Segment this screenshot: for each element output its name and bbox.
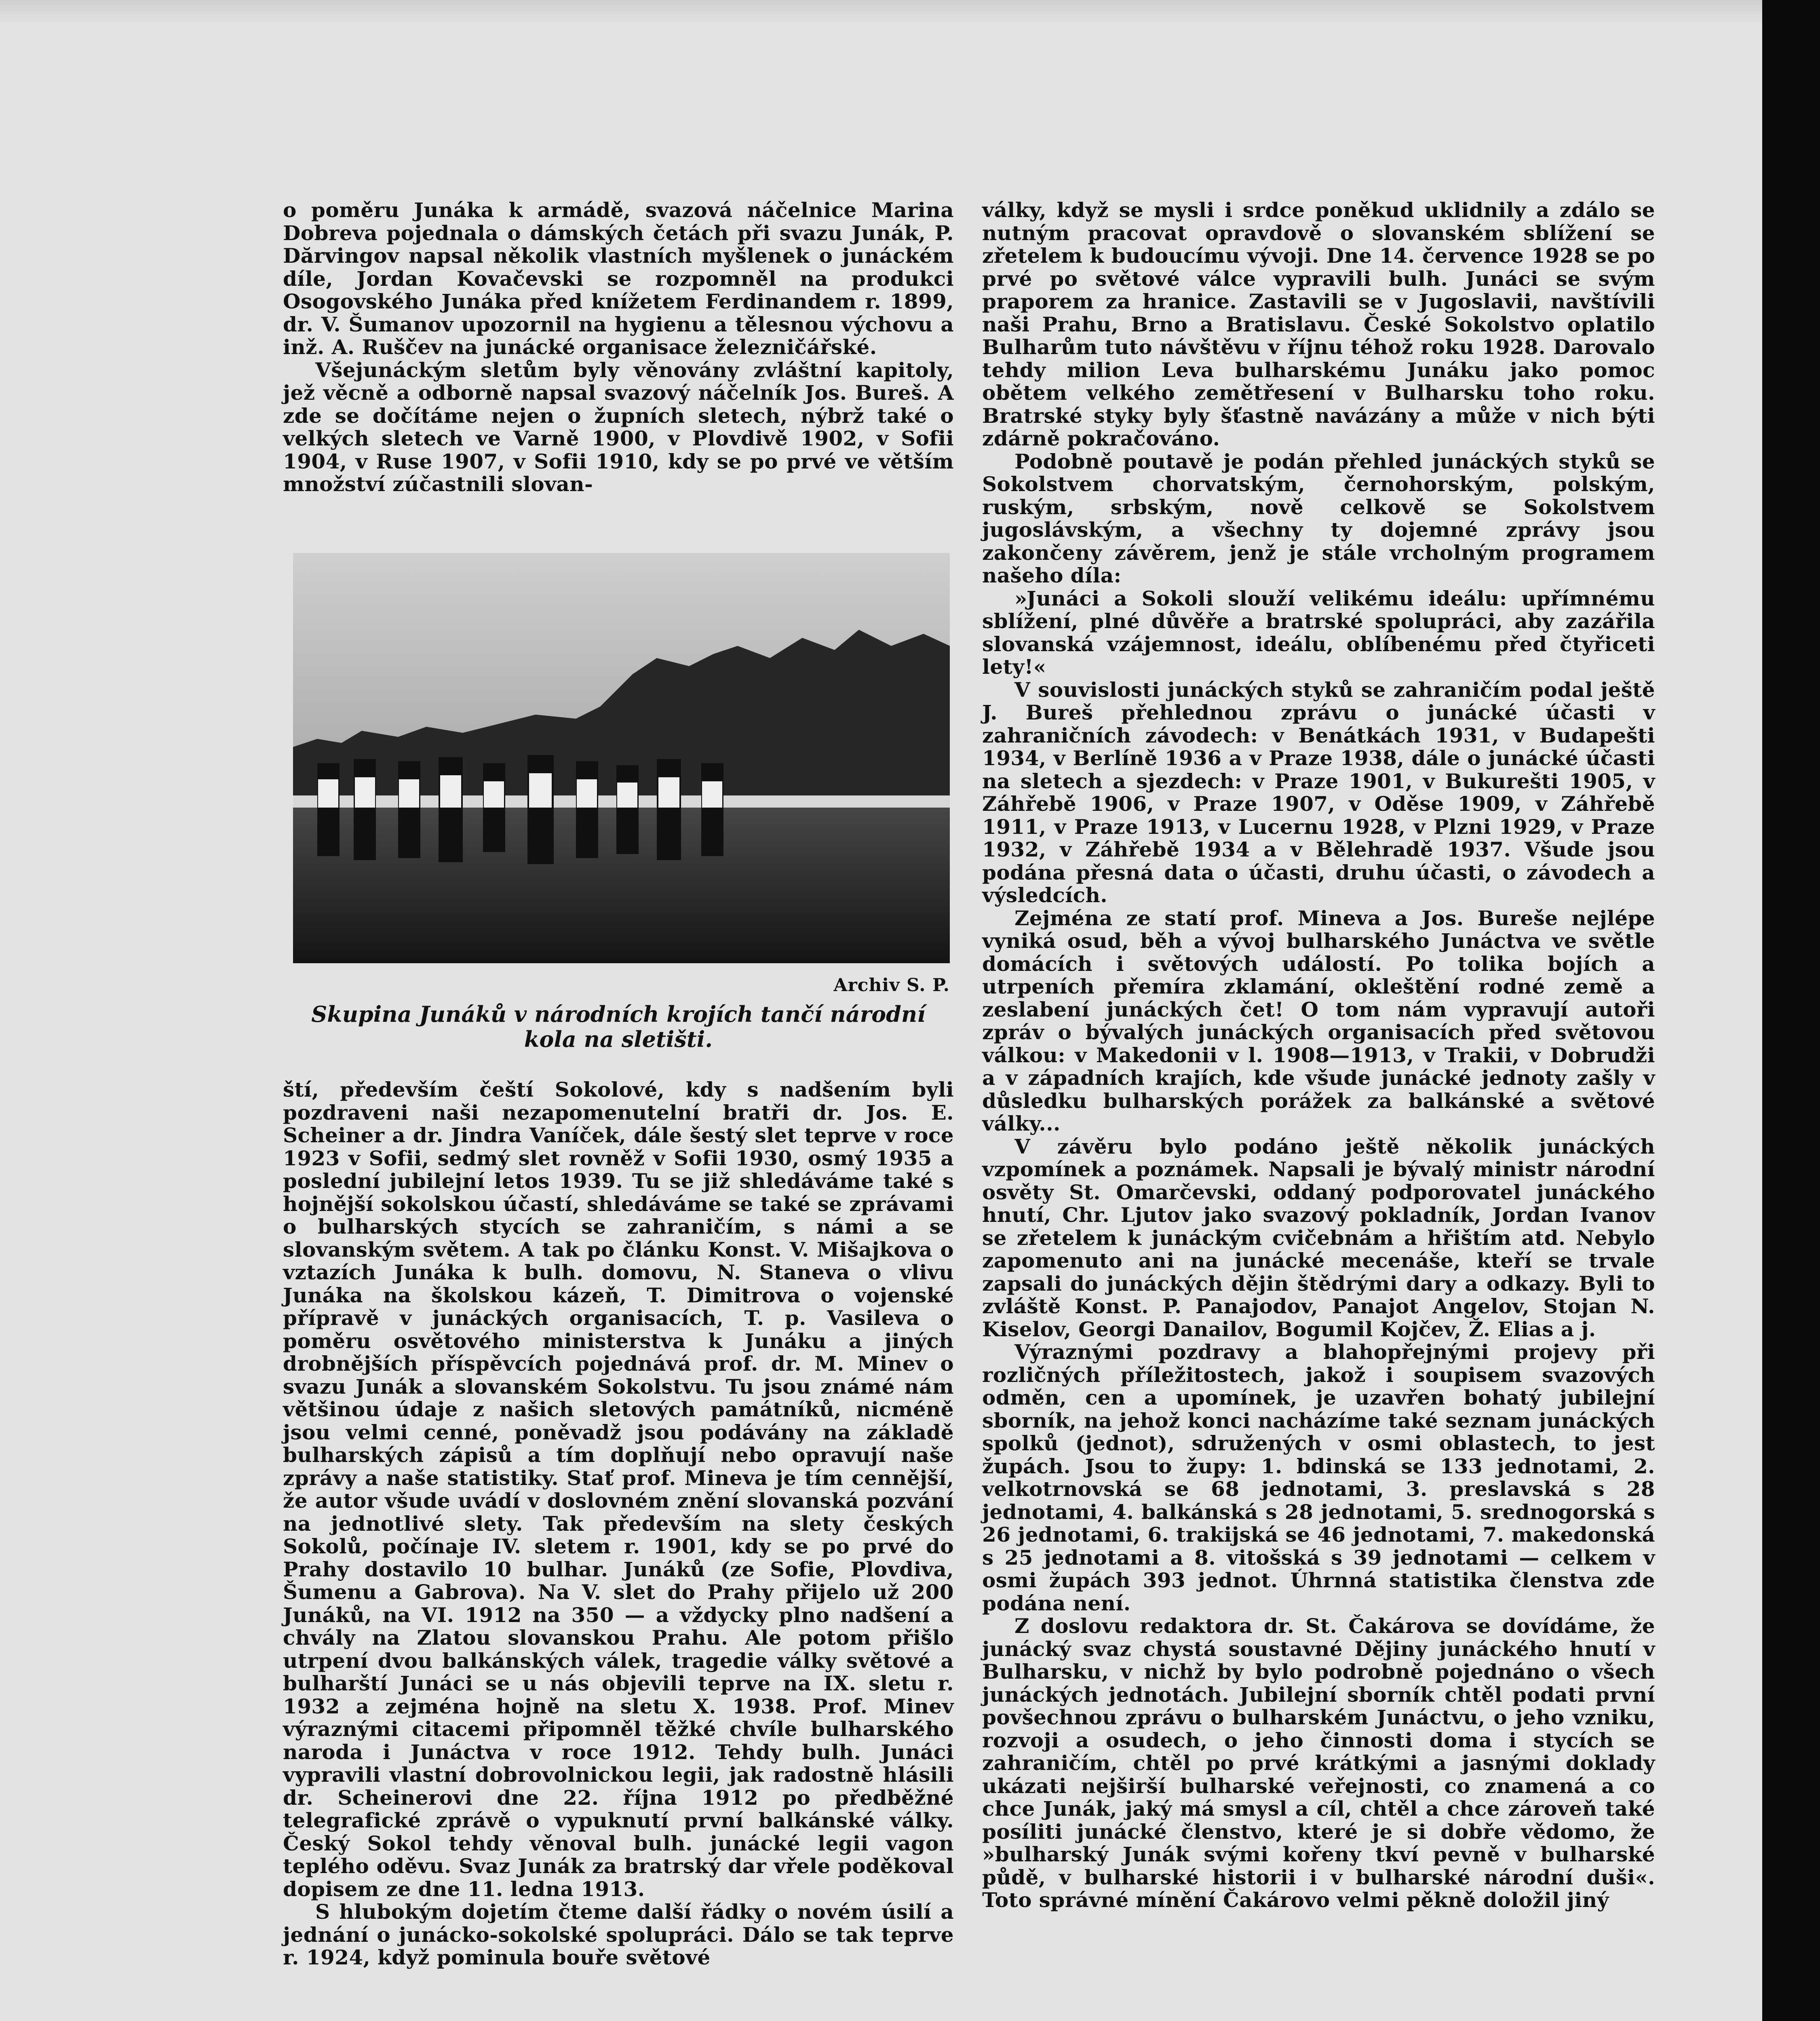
left-column-top bbox=[283, 199, 954, 496]
paragraph: V závěru bylo podáno ještě několik junáckých vzpomínek a poznámek. Napsali je bývalý ministr národní osvěty St. Omarčevski, oddaný podporovatel junáckého hnutí, Chr. Ljutov jako svazový pokladník, Jordan Ivanov se zřetelem k junáckým cvičebnám a hřištím atd. Nebylo zapomenuto ani na junácké mecenáše, kteří se trvale zapsali do junáckých dějin štědrými dary a odkazy. Byli to zvláště Konst. P. Panajodov, Panajot Angelov, Stojan N. Kiselov, Georgi Danailov, Bogumil Kojčev, Ž. Elias a j. bbox=[982, 1134, 1655, 1341]
paragraph: Zejména ze statí prof. Mineva a Jos. Bureše nejlépe vyniká osud, běh a vývoj bulharského Junáctva ve světle domácích i světových událostí. Po tolika bojích a utrpeních přemíra zklamání, okleštění rodné země a zeslabení junáckých čet! O tom nám vypravují autoři zpráv o bývalých junáckých organisacích před světovou válkou: v Makedonii v l. 1908—1913, v Trakii, v Dobrudži a v západních krajích, kde všude junácké jednoty zašly v důsledku bulharských porážek za balkánské a světové války... bbox=[982, 906, 1655, 1135]
paragraph: Výraznými pozdravy a blahopřejnými projevy při rozličných příležitostech, jakož i soupisem svazových odměn, cen a upomínek, je uzavřen bohatý jubilejní sborník, na jehož konci nacházíme také seznam junáckých spolků (jednot), sdružených v osmi oblastech, to jest župách. Jsou to župy: 1. bdinská se 133 jednotami, 2. velkotrnovská se 68 jednotami, 3. preslavská s 28 jednotami, 4. balkánská s 28 jednotami, 5. srednogorská s 26 jednotami, 6. trakijská se 46 jednotami, 7. makedonská s 25 jednotami a 8. vitošská s 39 jednotami — celkem v osmi župách 393 jednot. Úhrnná statistika členstva zde podána není. bbox=[982, 1340, 1655, 1615]
right-column bbox=[982, 199, 1655, 1912]
scan-dark-edge bbox=[1762, 0, 1820, 2021]
photo-folk-dance bbox=[293, 553, 950, 963]
paragraph: S hlubokým dojetím čteme další řádky o novém úsilí a jednání o junácko-sokolské spolupráci. Dálo se tak teprve r. 1924, když pominula bouře světové bbox=[283, 1900, 954, 1969]
scan-top-edge bbox=[0, 0, 1762, 24]
paragraph: ští, především čeští Sokolové, kdy s nadšením byli pozdraveni naši nezapomenutelní bratři dr. Jos. E. Scheiner a dr. Jindra Vaníček, dále šestý slet teprve v roce 1923 v Sofii, sedmý slet rovněž v Sofii 1930, osmý 1935 a poslední jubilejní letos 1939. Tu se již shledáváme také s hojnější sokolskou účastí, shledáváme se také se zprávami o bulharských stycích se zahraničím, s námi a se slovanským světem. A tak po článku Konst. V. Mišajkova o vztazích Junáka k bulh. domovu, N. Staneva o vlivu Junáka na školskou kázeň, T. Dimitrova o vojenské přípravě v junáckých organisacích, T. p. Vasileva o poměru osvětového ministerstva k Junáku a jiných drobnějších příspěvcích pojednává prof. dr. M. Minev o svazu Junák a slovanském Sokolstvu. Tu jsou známé nám většinou údaje z našich sletových památníků, nicméně jsou velmi cenné, poněvadž jsou podávány na základě bulharských zápisů a tím doplňují nebo opravují naše zprávy a naše statistiky. Stať prof. Mineva je tím cennější, že autor všude uvádí v doslovném znění slovanská pozvání na jednotlivé slety. Tak především na slety českých Sokolů, počínaje IV. sletem r. 1901, kdy se po prvé do Prahy dostavilo 10 bulhar. Junáků (ze Sofie, Plovdiva, Šumenu a Gabrova). Na V. slet do Prahy přijelo už 200 Junáků, na VI. 1912 na 350 — a vždycky plno nadšení a chvály na Zlatou slovanskou Prahu. Ale potom přišlo utrpení dvou balkánských válek, tragedie války světové a bulharští Junáci se u nás objevili teprve na IX. sletu r. 1932 a zejména hojně na sletu X. 1938. Prof. Minev výraznými citacemi připomněl těžké chvíle bulharského naroda i Junáctva v roce 1912. Tehdy bulh. Junáci vypravili vlastní dobrovolnickou legii, jak radostně hlásili dr. Scheinerovi dne 22. října 1912 po předběžné telegrafické zprávě o vypuknutí první balkánské války. Český Sokol tehdy věnoval bulh. junácké legii vagon teplého oděvu. Svaz Junák za bratrský dar vřele poděkoval dopisem ze dne 11. ledna 1913. bbox=[283, 1078, 954, 1901]
quote-paragraph: »Junáci a Sokoli slouží velikému ideálu: upřímnému sblížení, plné důvěře a bratrské spolupráci, aby zazářila slovanská vzájemnost, ideálu, oblíbenému před čtyřiceti lety!« bbox=[982, 586, 1655, 679]
paragraph: Podobně poutavě je podán přehled junáckých styků se Sokolstvem chorvatským, černohorským, polským, ruským, srbským, nově celkově se Sokolstvem jugoslávským, a všechny ty dojemné zprávy jsou zakončeny závěrem, jenž je stále vrcholným programem našeho díla: bbox=[982, 449, 1655, 587]
left-column-bottom bbox=[283, 1078, 954, 1969]
photo-caption: Skupina Junáků v národních krojích tančí národní kola na sletišti. bbox=[311, 1001, 926, 1052]
paragraph: války, když se mysli i srdce poněkud uklidnily a zdálo se nutným pracovat opravdově o slovanském sblížení se zřetelem k budoucímu vývoji. Dne 14. července 1928 se po prvé po světové válce vypravili bulh. Junáci se svým praporem za hranice. Zastavili se v Jugoslavii, navštívili naši Prahu, Brno a Bratislavu. České Sokolstvo oplatilo Bulharům tuto návštěvu v říjnu téhož roku 1928. Darovalo tehdy milion Leva bulharskému Junáku jako pomoc obětem velkého zemětřesení v Bulharsku toho roku. Bratrské styky byly šťastně navázány a může v nich býti zdárně pokračováno. bbox=[982, 198, 1655, 450]
paragraph: Z doslovu redaktora dr. St. Čakárova se dovídáme, že junácký svaz chystá soustavné Dějiny junáckého hnutí v Bulharsku, v nichž by bylo podrobně pojednáno o všech junáckých jednotách. Jubilejní sborník chtěl podati první povšechnou zprávu o bulharském Junáctvu, o jeho vzniku, rozvoji a osudech, o jeho činnosti doma i stycích se zahraničím, chtěl po prvé krátkými a jasnými doklady ukázati nejširší bulharské veřejnosti, co znamená a co chce Junák, jaký má smysl a cíl, chtěl a chce zároveň také posíliti junácké členstvo, které je si dobře vědomo, že »bulharský Junák svými kořeny tkví pevně v bulharské půdě, v bulharské historii i v bulharské národní duši«. Toto správné mínění Čakárovo velmi pěkně doložil jiný bbox=[982, 1614, 1655, 1912]
paragraph: V souvislosti junáckých styků se zahraničím podal ještě J. Bureš přehlednou zprávu o junácké účasti v zahraničních závodech: v Benátkách 1931, v Budapešti 1934, v Berlíně 1936 a v Praze 1938, dále o junácké účasti na sletech a sjezdech: v Praze 1901, v Bukurešti 1905, v Záhřebě 1906, v Praze 1907, v Oděse 1909, v Záhřebě 1911, v Praze 1913, v Lucernu 1928, v Plzni 1929, v Praze 1932, v Záhřebě 1934 a v Bělehradě 1937. Všude jsou podána přesná data o účasti, druhu účasti, o závodech a výsledcích. bbox=[982, 677, 1655, 907]
paragraph: o poměru Junáka k armádě, svazová náčelnice Marina Dobreva pojednala o dámských četách při svazu Junák, P. Dărvingov napsal několik vlastních myšlenek o junáckém díle, Jordan Kovačevski se rozpomněl na produkci Osogovského Junáka před knížetem Ferdinandem r. 1899, dr. V. Šumanov upozornil na hygienu a tělesnou výchovu a inž. A. Ruščev na junácké organisace železničářské. bbox=[283, 198, 954, 359]
paragraph: Všejunáckým sletům byly věnovány zvláštní kapitoly, jež věcně a odborně napsal svazový náčelník Jos. Bureš. A zde se dočítáme nejen o župních sletech, nýbrž také o velkých sletech ve Varně 1900, v Plovdivě 1902, v Sofii 1904, v Ruse 1907, v Sofii 1910, kdy se po prvé ve větším množství zúčastnili slovan- bbox=[283, 358, 954, 496]
photo-image bbox=[293, 553, 950, 963]
photo-credit: Archiv S. P. bbox=[833, 975, 950, 996]
